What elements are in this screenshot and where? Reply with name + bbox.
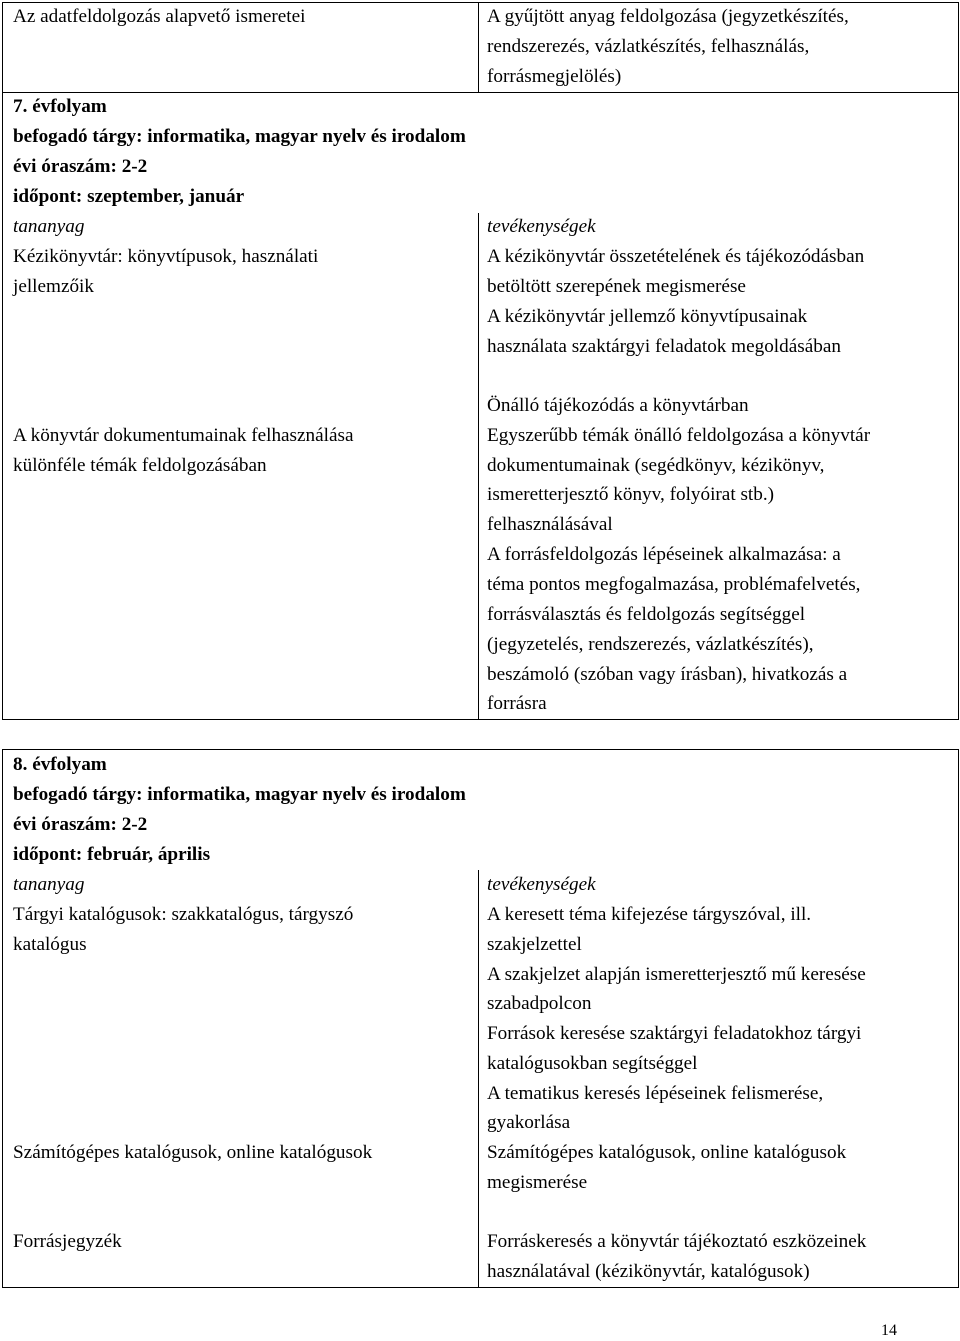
curriculum-item: jellemzőik [13,276,94,297]
activity-item: beszámoló (szóban vagy írásban), hivatkozás a [487,664,848,685]
activity-item: A kézikönyvtár összetételének és tájékozódásban [487,246,865,267]
curriculum-item: A könyvtár dokumentumainak felhasználása [13,425,354,446]
page-number: 14 [881,1322,897,1339]
activity-item: A keresett téma kifejezése tárgyszóval, ill. [487,904,812,925]
column-label-tevekenysegek: tevékenységek [487,216,596,237]
curriculum-item: különféle témák feldolgozásában [13,455,267,476]
topic-description-line: forrásmegjelölés) [487,66,622,87]
activity-item: téma pontos megfogalmazása, problémafelvetés, [487,574,861,595]
curriculum-item: Számítógépes katalógusok, online katalógusok [13,1142,373,1163]
curriculum-item: Kézikönyvtár: könyvtípusok, használati [13,246,319,267]
curriculum-item: Forrásjegyzék [13,1231,122,1252]
activity-item: használata szaktárgyi feladatok megoldásában [487,336,841,357]
topic-title: Az adatfeldolgozás alapvető ismeretei [13,6,306,27]
schedule-line: időpont: február, április [13,844,211,865]
subject-line: befogadó tárgy: informatika, magyar nyelv és irodalom [13,784,466,805]
divider [478,870,479,1288]
activity-item: dokumentumainak (segédkönyv, kézikönyv, [487,455,825,476]
activity-item: A szakjelzet alapján ismeretterjesztő mű keresése [487,964,866,985]
divider [478,2,479,92]
activity-item: szakjelzettel [487,934,582,955]
activity-item: betöltött szerepének megismerése [487,276,746,297]
activity-item: forrásra [487,693,547,714]
activity-item: Egyszerűbb témák önálló feldolgozása a könyvtár [487,425,871,446]
hours-line: évi óraszám: 2-2 [13,156,148,177]
activity-item: Forráskeresés a könyvtár tájékoztató eszközeinek [487,1231,867,1252]
activity-item: (jegyzetelés, rendszerezés, vázlatkészítés), [487,634,814,655]
topic-description-line: rendszerezés, vázlatkészítés, felhasználás, [487,36,810,57]
grade-heading: 7. évfolyam [13,96,107,117]
curriculum-item: katalógus [13,934,87,955]
activity-item: felhasználásával [487,514,613,535]
activity-item: Források keresése szaktárgyi feladatokhoz tárgyi [487,1023,862,1044]
column-label-tevekenysegek: tevékenységek [487,874,596,895]
grade-heading: 8. évfolyam [13,754,107,775]
schedule-line: időpont: szeptember, január [13,186,245,207]
column-label-tananyag: tananyag [13,874,85,895]
activity-item: Önálló tájékozódás a könyvtárban [487,395,749,416]
subject-line: befogadó tárgy: informatika, magyar nyelv és irodalom [13,126,466,147]
activity-item: katalógusokban segítséggel [487,1053,698,1074]
activity-item: A kézikönyvtár jellemző könyvtípusainak [487,306,808,327]
divider [2,92,959,93]
hours-line: évi óraszám: 2-2 [13,814,148,835]
activity-item: használatával (kézikönyvtár, katalógusok) [487,1261,810,1282]
activity-item: forrásválasztás és feldolgozás segítséggel [487,604,806,625]
divider [478,213,479,720]
topic-description-line: A gyűjtött anyag feldolgozása (jegyzetkészítés, [487,6,849,27]
activity-item: Számítógépes katalógusok, online katalógusok [487,1142,847,1163]
activity-item: megismerése [487,1172,588,1193]
activity-item: gyakorlása [487,1112,571,1133]
activity-item: A tematikus keresés lépéseinek felismerése, [487,1083,824,1104]
activity-item: A forrásfeldolgozás lépéseinek alkalmazása: a [487,544,841,565]
curriculum-item: Tárgyi katalógusok: szakkatalógus, tárgyszó [13,904,354,925]
column-label-tananyag: tananyag [13,216,85,237]
activity-item: szabadpolcon [487,993,592,1014]
activity-item: ismeretterjesztő könyv, folyóirat stb.) [487,484,775,505]
